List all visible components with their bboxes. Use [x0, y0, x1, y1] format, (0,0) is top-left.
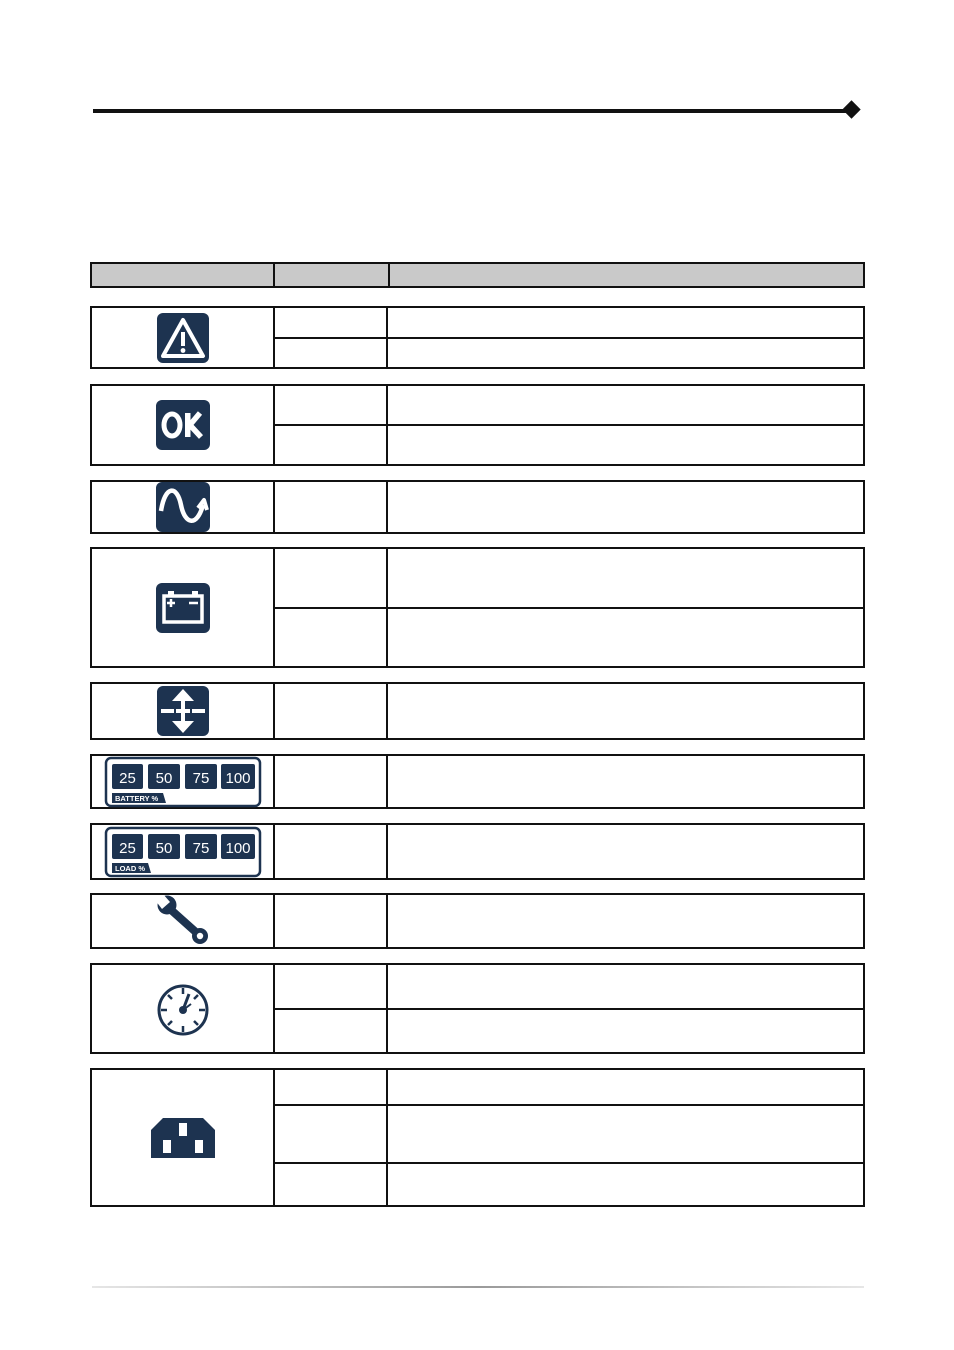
- ac-sine-wave-icon: [155, 481, 211, 533]
- warning-icon: [156, 312, 210, 364]
- table-row-battery-level: [90, 754, 865, 809]
- icon-cell: [92, 549, 275, 666]
- icon-cell: [92, 895, 275, 947]
- load-segment-50: 50: [155, 839, 172, 857]
- table-row-outlet: [90, 1068, 865, 1207]
- load-segment-25: 25: [118, 839, 136, 857]
- icon-cell: [92, 308, 275, 367]
- icon-cell: [92, 825, 275, 878]
- icon-cell: [92, 1070, 275, 1205]
- table-row-timer: [90, 963, 865, 1054]
- battery-segment-100: 100: [224, 769, 251, 787]
- table-row-load-level: [90, 823, 865, 880]
- icon-cell: [92, 756, 275, 807]
- clock-icon: [155, 981, 211, 1037]
- table-header: [90, 262, 865, 288]
- table-row-ok: [90, 384, 865, 466]
- header-cell-description: [390, 264, 863, 286]
- icon-cell: [92, 482, 275, 532]
- load-segment-100: 100: [224, 839, 251, 857]
- table-row-maintenance: [90, 893, 865, 949]
- battery-segment-75: 75: [192, 769, 209, 787]
- load-meter-caption: LOAD %: [114, 863, 145, 873]
- load-segment-75: 75: [192, 839, 209, 857]
- top-rule-diamond: [842, 100, 860, 118]
- power-outlet-icon: [149, 1116, 217, 1160]
- top-rule: [93, 109, 849, 113]
- battery-level-indicator: [104, 756, 262, 808]
- table-row-bypass: [90, 682, 865, 740]
- battery-segment-50: 50: [155, 769, 172, 787]
- table-row-warning: [90, 306, 865, 369]
- ok-icon: [155, 399, 211, 451]
- load-level-indicator: [104, 826, 262, 878]
- header-cell-icon: [92, 264, 275, 286]
- battery-icon: [155, 582, 211, 634]
- battery-meter-caption: BATTERY %: [114, 793, 158, 803]
- icon-cell: [92, 684, 275, 738]
- table-row-ac: [90, 480, 865, 534]
- footer-rule: [92, 1286, 864, 1288]
- bypass-arrows-icon: [156, 685, 210, 737]
- battery-segment-25: 25: [118, 769, 136, 787]
- icon-cell: [92, 386, 275, 464]
- wrench-icon: [153, 895, 213, 947]
- table-row-battery: [90, 547, 865, 668]
- header-cell-status: [275, 264, 390, 286]
- icon-cell: [92, 965, 275, 1052]
